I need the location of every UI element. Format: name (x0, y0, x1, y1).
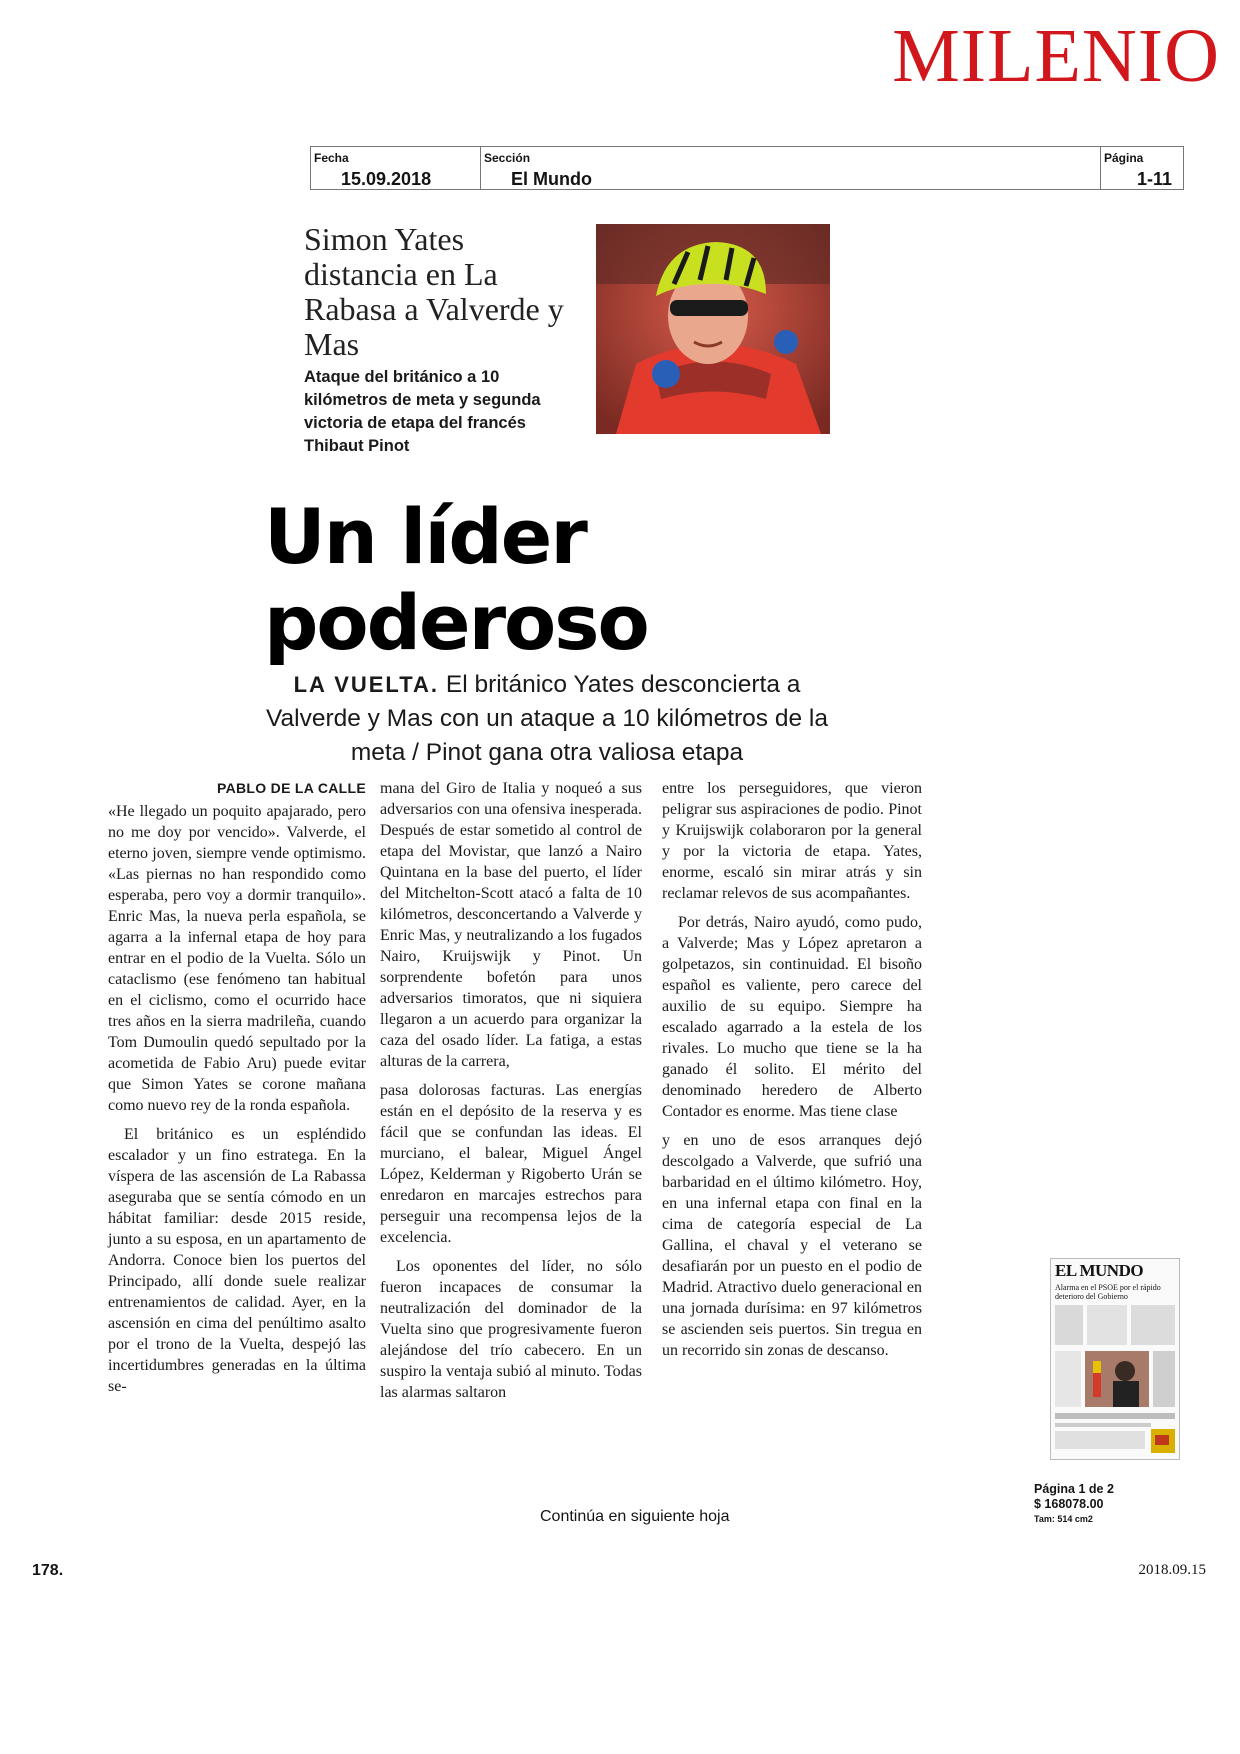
thumbnail-headline: Alarma en el PSOE por el rápido deterioro del Gobierno (1055, 1283, 1161, 1301)
body-column-1 (108, 778, 366, 1397)
paragraph: Por detrás, Nairo ayudó, como pudo, a Valverde; Mas y López apretaron a golpetazos, sin continuidad. El bisoño español es valiente, pero carece del auxilio de su equipo. Siempre ha escalado agarrado a la estela de los rivales. Lo mucho que tiene se la ha ganado él solito. El mérito del denominado heredero de Alberto Contador es enorme. Mas tiene clase (662, 914, 922, 1120)
paragraph: y en uno de esos arranques dejó descolgado a Valverde, que sufrió una barbaridad en el último kilómetro. Hoy, en una infernal etapa con final en la cima de categoría especial de La Gallina, el chaval y el veterano se desafiarán por un puesto en el podio de Madrid. Atractivo duelo generacional en una jornada durísima: en 97 kilómetros se ascienden seis puertos. Sin tregua en un recorrido sin zonas de descanso. (662, 1132, 922, 1359)
seccion-value: El Mundo (511, 169, 592, 189)
seccion-cell (481, 147, 1101, 189)
front-page-thumbnail (1050, 1258, 1180, 1460)
page-info (1034, 1482, 1194, 1527)
cyclist-photo-illustration (596, 224, 830, 434)
paragraph: «He llegado un poquito apajarado, pero no me doy por vencido». Valverde, el eterno joven, siempre vende optimismo. «Las piernas no han respondido como esperaba, pero voy a dormir tranquilo». Enric Mas, la nueva perla española, se agarra a la infernal etapa de hoy para entrar en el podio de la Vuelta. Sólo un cataclismo (ese fenómeno tan habitual en el ciclismo, como el ocurrido hace tres años en la sierra madrileña, cuando Tom Dumoulin quedó sepultado por la acometida de Fabio Aru) puede evitar que Simon Yates se corone mañana como nuevo rey de la ronda española. (108, 803, 366, 1114)
fecha-value: 15.09.2018 (341, 169, 432, 189)
tamano: Tam: 514 cm2 (1034, 1514, 1093, 1524)
pagina-label: Página (1104, 151, 1144, 165)
byline: PABLO DE LA CALLE (217, 780, 366, 796)
pagina-count: Página 1 de 2 (1034, 1482, 1114, 1496)
thumbnail-masthead: EL MUNDO (1055, 1261, 1144, 1280)
paragraph: Los oponentes del líder, no sólo fueron incapaces de consumar la neutralización del dominador de la Vuelta sino que progresivamente fueron alejándose del trío cabecero. En un suspiro la ventaja subió al minuto. Todas las alarmas saltaron (380, 1258, 642, 1401)
milenio-logo: MILENIO (892, 14, 1220, 98)
deck (262, 668, 832, 770)
article-subkicker: Ataque del británico a 10 kilómetros de meta y segunda victoria de etapa del francés Thibaut Pinot (304, 368, 541, 455)
page-number: 178. (32, 1562, 64, 1579)
deck-text: El británico Yates desconcierta a Valverde y Mas con un ataque a 10 kilómetros de la meta / Pinot gana otra valiosa etapa (265, 671, 828, 766)
deck-tag: LA VUELTA. (293, 672, 440, 697)
fecha-cell (311, 147, 481, 189)
footer-date: 2018.09.15 (1138, 1562, 1206, 1578)
body-column-3 (662, 778, 922, 1361)
pagina-value: 1-11 (1137, 169, 1173, 189)
paragraph: pasa dolorosas facturas. Las energías están en el depósito de la reserva y es fácil que se confundan las ideas. El murciano, el balear, Miguel Ángel López, Kelderman y Rigoberto Urán se enredaron en marcajes estrechos para perseguir una recompensa lejos de la excelencia. (380, 1082, 642, 1246)
valor: $ 168078.00 (1034, 1497, 1104, 1511)
article-kicker: Simon Yates distancia en La Rabasa a Valverde y Mas (304, 221, 564, 362)
continua-note: Continúa en siguiente hoja (540, 1508, 730, 1525)
cyclist-photo (596, 224, 830, 434)
pagina-cell (1101, 147, 1183, 189)
paragraph: mana del Giro de Italia y noqueó a sus adversarios con una ofensiva inesperada. Después de estar sometido al control de etapa del Movistar, que lanzó a Nairo Quintana en la base del puerto, el líder del Mitchelton-Scott atacó a falta de 10 kilómetros, desconcertando a Valverde y Enric Mas, y neutralizando a los fugados Nairo, Kruijswijk y Pinot. Un sorprendente bofetón para unos adversarios timoratos, que ni siquiera llegaron a un acuerdo para organizar la caza del osado líder. La fatiga, a estas alturas de la carrera, (380, 780, 642, 1070)
info-bar (310, 146, 1184, 190)
seccion-label: Sección (484, 151, 531, 165)
fecha-label: Fecha (314, 151, 349, 165)
thumbnail-graphics (1051, 1259, 1179, 1459)
paragraph: entre los perseguidores, que vieron peligrar sus aspiraciones de podio. Pinot y Kruijswijk colaboraron por la general y por la victoria de etapa. Yates, enorme, escaló sin mirar atrás y sin reclamar relevos de sus acompañantes. (662, 780, 922, 902)
paragraph: El británico es un espléndido escalador y un fino estratega. En la víspera de las ascensión de La Rabassa aseguraba que se sentía cómodo en un hábitat familiar: desde 2015 reside, junto a su esposa, en un apartamento de Andorra. Conoce bien los puertos del Principado, allí donde suele realizar entrenamientos de calidad. Ayer, en la ascensión en cima del penúltimo asalto por el trono de la Vuelta, despejó las incertidumbres generadas en la última se- (108, 1126, 366, 1395)
headline: Un líder poderoso (264, 492, 648, 667)
body-column-2 (380, 778, 642, 1403)
